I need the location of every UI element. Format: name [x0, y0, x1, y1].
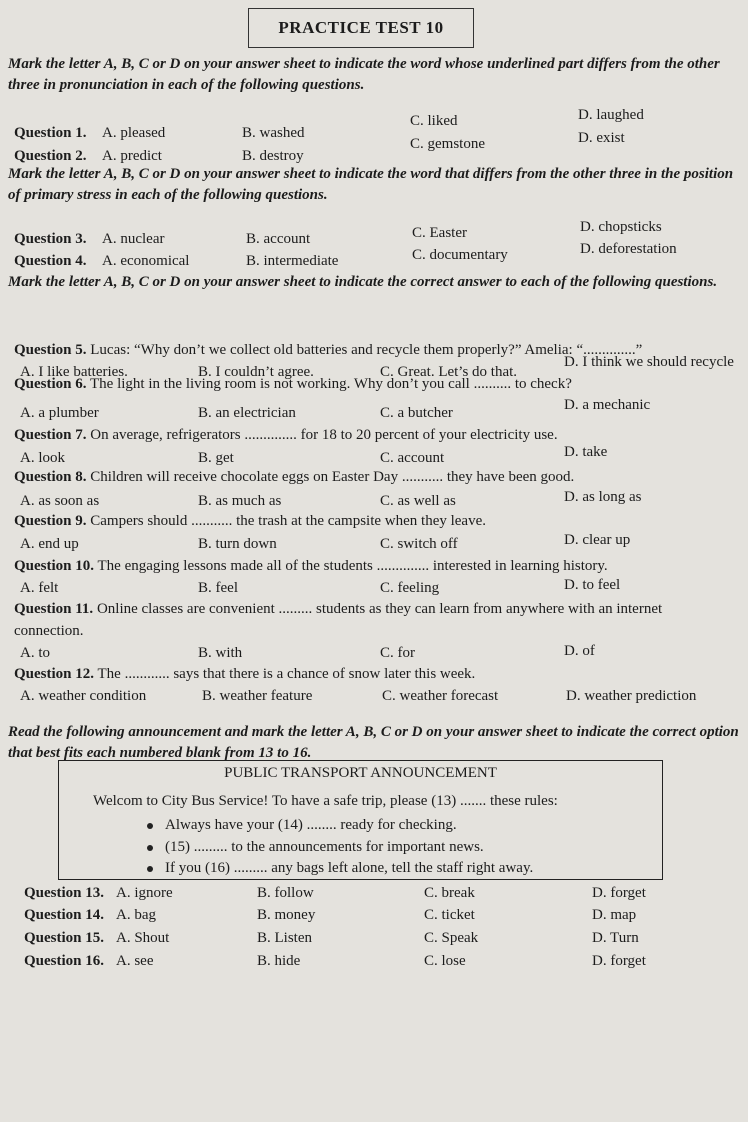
option-c: C. gemstone	[410, 136, 485, 152]
question-label: Question 4.	[14, 253, 87, 269]
announcement-title: PUBLIC TRANSPORT ANNOUNCEMENT	[224, 765, 497, 781]
option-b: B. account	[246, 231, 311, 247]
stem-text: Lucas: “Why don’t we collect old batteries and recycle them properly?” Amelia: “..............”	[90, 342, 643, 358]
bullet-icon	[147, 866, 153, 872]
option-d: D. of	[564, 643, 595, 659]
announcement-bullet	[147, 860, 533, 877]
section1-instruction: Mark the letter A, B, C or D on your answer sheet to indicate the word whose underlined part differs from the other three in pronunciation in each of the following questions.	[8, 56, 720, 93]
option-c: C. ticket	[424, 907, 475, 923]
stem-text: The light in the living room is not working. Why don’t you call .......... to check?	[90, 376, 572, 392]
option-b: B. hide	[257, 953, 301, 969]
question-label: Question 7.	[14, 427, 87, 443]
options-row	[14, 577, 742, 599]
option-b: B. Listen	[257, 930, 312, 946]
question-stem	[14, 663, 744, 685]
option-b: B. I couldn’t agree.	[198, 364, 314, 380]
stem-text: connection.	[14, 623, 84, 639]
option-a: A. bag	[116, 907, 156, 923]
option-d: D. weather prediction	[566, 688, 697, 704]
question-label: Question 9.	[14, 513, 87, 529]
option-c: C. switch off	[380, 536, 458, 552]
section3-instruction: Mark the letter A, B, C or D on your answer sheet to indicate the correct answer to each of the following questions.	[8, 274, 718, 290]
option-a: A. look	[20, 450, 65, 466]
option-b: B. weather feature	[202, 688, 313, 704]
option-d: D. forget	[592, 885, 646, 901]
option-c: C. a butcher	[380, 405, 453, 421]
option-c: C. liked	[410, 113, 458, 129]
option-b: B. with	[198, 645, 243, 661]
question-stem	[14, 424, 744, 446]
question-row	[24, 904, 748, 926]
question-label: Question 12.	[14, 666, 95, 682]
question-label: Question 15.	[24, 930, 105, 946]
announcement-bullet	[147, 839, 484, 856]
option-a: A. as soon as	[20, 493, 100, 509]
bullet-icon	[147, 823, 153, 829]
option-a: A. nuclear	[102, 231, 165, 247]
option-a: A. see	[116, 953, 154, 969]
question-row	[14, 107, 742, 144]
question-row	[24, 927, 748, 949]
option-d: D. chopsticks	[580, 219, 662, 235]
option-c: C. weather forecast	[382, 688, 499, 704]
option-d: D. a mechanic	[564, 397, 651, 413]
question-row	[14, 241, 742, 272]
question-label: Question 3.	[14, 231, 87, 247]
question-stem	[14, 555, 744, 577]
option-b: B. get	[198, 450, 234, 466]
option-a: A. ignore	[116, 885, 173, 901]
option-d: D. deforestation	[580, 241, 677, 257]
option-c: C. Speak	[424, 930, 479, 946]
bullet-text: If you (16) ......... any bags left alone, tell the staff right away.	[165, 860, 534, 876]
question-stem	[14, 510, 744, 532]
stem-text: The engaging lessons made all of the students .............. interested in learning history.	[97, 558, 608, 574]
option-c: C. documentary	[412, 247, 508, 263]
option-a: A. to	[20, 645, 50, 661]
question-label: Question 5.	[14, 342, 87, 358]
stem-text: On average, refrigerators .............. for 18 to 20 percent of your electricity use.	[90, 427, 558, 443]
option-b: B. destroy	[242, 148, 304, 164]
option-d: D. Turn	[592, 930, 639, 946]
question-label: Question 16.	[24, 953, 105, 969]
option-d: D. forget	[592, 953, 646, 969]
question-stem-continued	[14, 620, 744, 642]
option-d: D. I think we should recycle	[564, 354, 734, 370]
instruction-text: Read the following announcement and mark the letter A, B, C or D on your answer sheet to indicate the correct option that best fits each numbered blank from 13 to 16.	[8, 724, 739, 761]
option-b: B. an electrician	[198, 405, 296, 421]
question-row	[24, 950, 748, 972]
question-label: Question 6.	[14, 376, 87, 392]
option-b: B. turn down	[198, 536, 277, 552]
option-b: B. washed	[242, 125, 305, 141]
options-row	[14, 642, 742, 664]
option-b: B. intermediate	[246, 253, 339, 269]
option-b: B. money	[257, 907, 316, 923]
announcement-bullet	[147, 817, 457, 834]
option-a: A. felt	[20, 580, 59, 596]
options-row	[14, 533, 742, 555]
question-row	[24, 882, 748, 904]
option-a: A. Shout	[116, 930, 170, 946]
options-row	[14, 685, 742, 707]
question-stem	[14, 373, 744, 395]
announcement-intro: Welcom to City Bus Service! To have a safe trip, please (13) ....... these rules:	[93, 793, 558, 809]
option-a: A. economical	[102, 253, 190, 269]
section4-instruction	[8, 722, 743, 764]
page-title	[248, 8, 474, 48]
question-label: Question 10.	[14, 558, 95, 574]
option-d: D. laughed	[578, 107, 644, 123]
option-d: D. map	[592, 907, 637, 923]
title-text: PRACTICE TEST 10	[278, 18, 444, 37]
question-stem	[14, 598, 744, 620]
option-b: B. follow	[257, 885, 314, 901]
option-b: B. feel	[198, 580, 238, 596]
option-d: D. exist	[578, 130, 625, 146]
bullet-icon	[147, 845, 153, 851]
stem-text: Campers should ........... the trash at the campsite when they leave.	[90, 513, 486, 529]
option-a: A. weather condition	[20, 688, 147, 704]
section2-instruction: Mark the letter A, B, C or D on your answer sheet to indicate the word that differs from the other three in the position of primary stress in each of the following questions.	[8, 166, 734, 203]
option-a: A. a plumber	[20, 405, 99, 421]
options-row	[14, 490, 742, 512]
question-label: Question 14.	[24, 907, 105, 923]
option-a: A. end up	[20, 536, 79, 552]
option-a: A. pleased	[102, 125, 166, 141]
stem-text: The ............ says that there is a chance of snow later this week.	[97, 666, 476, 682]
option-c: C. account	[380, 450, 445, 466]
option-d: D. clear up	[564, 532, 631, 548]
option-d: D. as long as	[564, 489, 642, 505]
stem-text: Online classes are convenient ......... students as they can learn from anywhere with an internet	[96, 601, 663, 617]
bullet-text: (15) ......... to the announcements for important news.	[165, 839, 484, 855]
option-c: C. feeling	[380, 580, 440, 596]
question-label: Question 13.	[24, 885, 105, 901]
option-c: C. for	[380, 645, 415, 661]
option-c: C. as well as	[380, 493, 456, 509]
announcement-box	[58, 760, 663, 880]
question-label: Question 2.	[14, 148, 87, 164]
bullet-text: Always have your (14) ........ ready for checking.	[165, 817, 457, 833]
question-label: Question 11.	[14, 601, 94, 617]
option-a: A. I like batteries.	[20, 364, 128, 380]
option-b: B. as much as	[198, 493, 282, 509]
option-c: C. lose	[424, 953, 466, 969]
question-label: Question 8.	[14, 469, 87, 485]
option-a: A. predict	[102, 148, 162, 164]
question-label: Question 1.	[14, 125, 87, 141]
question-stem	[14, 466, 744, 488]
option-d: D. to feel	[564, 577, 621, 593]
options-row	[14, 397, 742, 424]
option-c: C. Easter	[412, 225, 467, 241]
option-c: C. Great. Let’s do that.	[380, 364, 518, 380]
option-d: D. take	[564, 444, 608, 460]
stem-text: Children will receive chocolate eggs on Easter Day ........... they have been good.	[90, 469, 575, 485]
option-c: C. break	[424, 885, 475, 901]
